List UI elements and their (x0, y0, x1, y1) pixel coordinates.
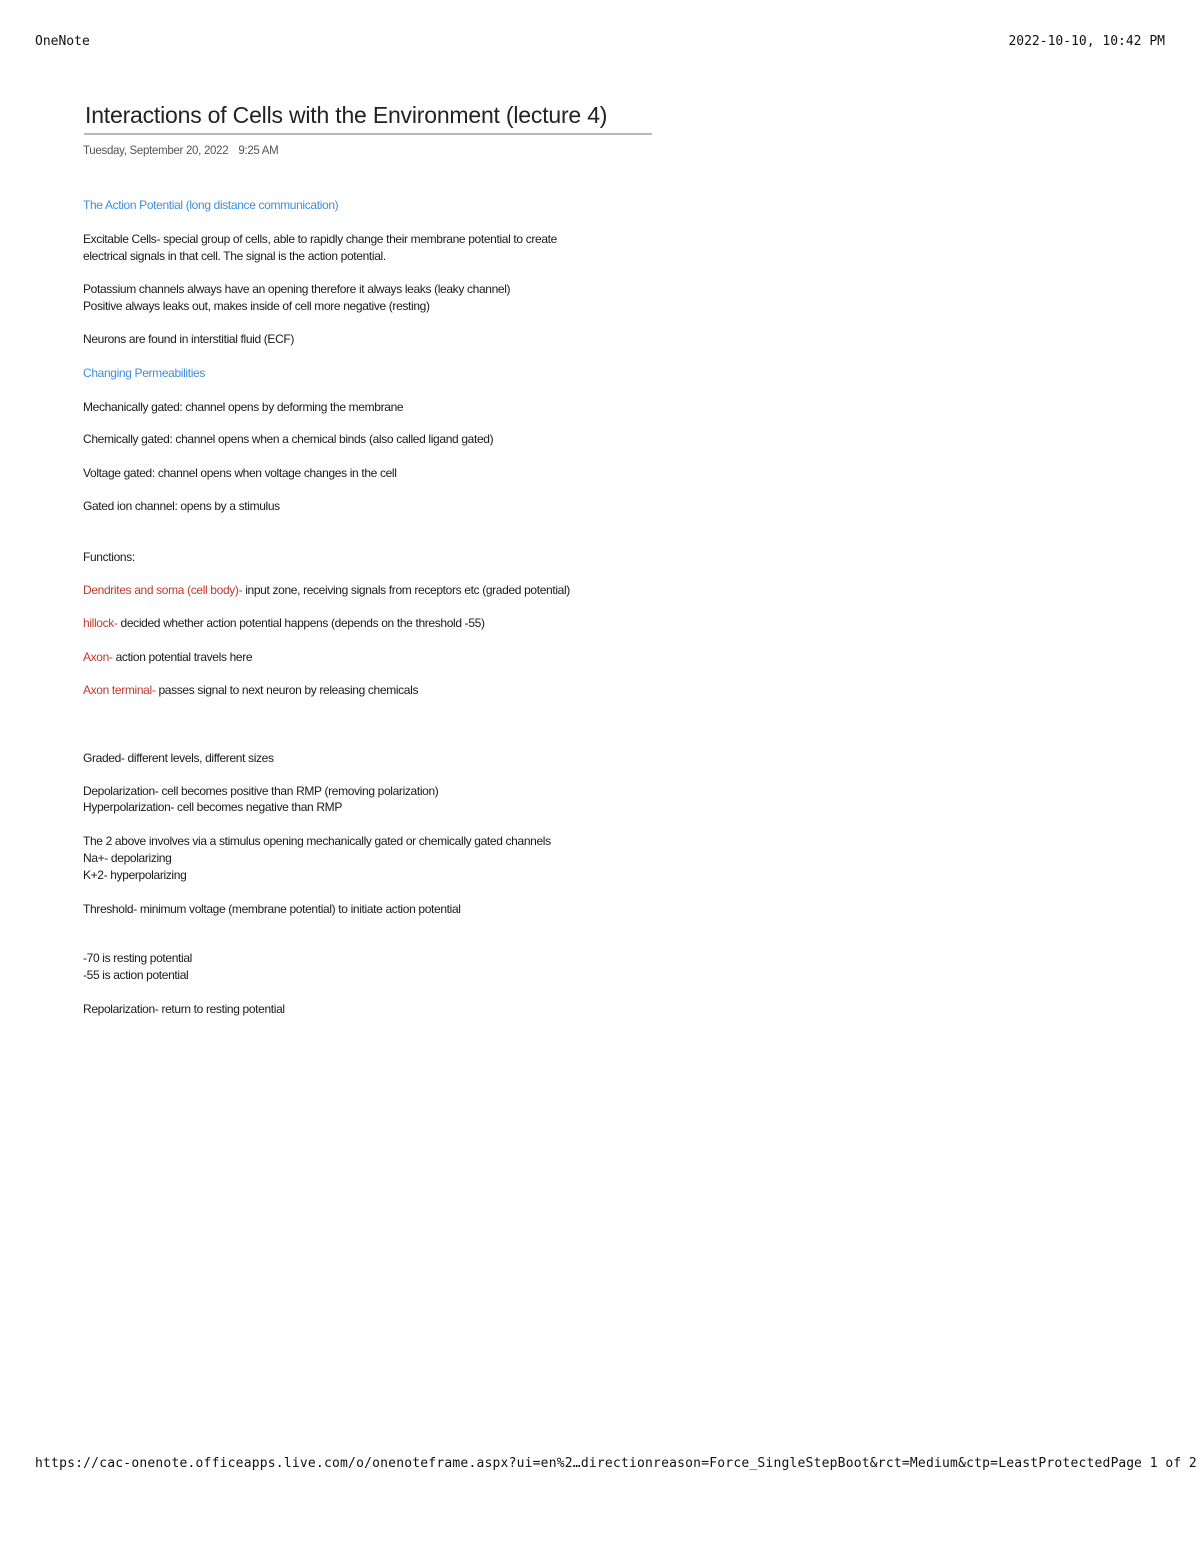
note-line (83, 649, 723, 666)
note-line: Depolarization- cell becomes positive than RMP (removing polarization) (83, 783, 439, 798)
page-indicator: Page 1 of 2 (1110, 1456, 1197, 1471)
note-line: electrical signals in that cell. The signal is the action potential. (83, 248, 386, 263)
term-axon-terminal-desc: passes signal to next neuron by releasing chemicals (155, 682, 419, 697)
term-axon: Axon- (83, 650, 113, 665)
term-hillock-desc: decided whether action potential happens (depends on the threshold -55) (117, 616, 485, 631)
note-line: Graded- different levels, different sizes (83, 750, 274, 765)
term-dendrites: Dendrites and soma (cell body)- (83, 582, 243, 597)
note-line: The 2 above involves via a stimulus opening mechanically gated or chemically gated channels (83, 834, 551, 849)
term-dendrites-desc: input zone, receiving signals from receptors etc (graded potential) (242, 582, 570, 597)
term-hillock: hillock- (83, 616, 118, 631)
title-divider (84, 133, 652, 135)
note-line: Mechanically gated: channel opens by deforming the membrane (83, 399, 404, 414)
note-line (83, 582, 723, 599)
note-line: Chemically gated: channel opens when a chemical binds (also called ligand gated) (83, 432, 494, 447)
print-header (35, 34, 1165, 49)
note-line (83, 682, 723, 699)
note-line: Excitable Cells- special group of cells, able to rapidly change their membrane potential to create (83, 231, 557, 246)
page-date-text: Tuesday, September 20, 2022 (83, 145, 229, 157)
note-line: Na+- depolarizing (83, 850, 172, 865)
note-line: Gated ion channel: opens by a stimulus (83, 498, 280, 513)
note-line: Voltage gated: channel opens when voltage changes in the cell (83, 466, 397, 481)
note-line: Neurons are found in interstitial fluid (ECF) (83, 331, 295, 346)
note-line: Threshold- minimum voltage (membrane potential) to initiate action potential (83, 901, 461, 916)
note-line: Repolarization- return to resting potential (83, 1001, 285, 1016)
note-line: K+2- hyperpolarizing (83, 867, 187, 882)
note-line: Potassium channels always have an opening therefore it always leaks (leaky channel) (83, 282, 511, 297)
heading-permeabilities: Changing Permeabilities (83, 365, 206, 380)
print-footer (35, 1456, 1197, 1471)
note-line (83, 615, 723, 632)
print-timestamp: 2022-10-10, 10:42 PM (1008, 34, 1165, 49)
term-axon-terminal: Axon terminal- (83, 682, 156, 697)
note-line: Hyperpolarization- cell becomes negative than RMP (83, 800, 342, 815)
functions-label: Functions: (83, 549, 135, 564)
heading-action-potential: The Action Potential (long distance communication) (83, 198, 339, 212)
note-body (83, 197, 723, 1018)
term-axon-desc: action potential travels here (112, 650, 253, 665)
page-time-text: 9:25 AM (238, 145, 279, 157)
note-line: -70 is resting potential (83, 951, 192, 966)
page-url: https://cac-onenote.officeapps.live.com/o/onenoteframe.aspx?ui=en%2…directionreason=Force_SingleStepBoot&rct=Medium&ctp=LeastProtected (35, 1456, 1111, 1471)
app-name: OneNote (35, 34, 90, 49)
page-date (83, 145, 278, 157)
note-line: Positive always leaks out, makes inside of cell more negative (resting) (83, 299, 430, 314)
page-title: Interactions of Cells with the Environment (lecture 4) (85, 102, 608, 128)
note-line: -55 is action potential (83, 968, 189, 983)
